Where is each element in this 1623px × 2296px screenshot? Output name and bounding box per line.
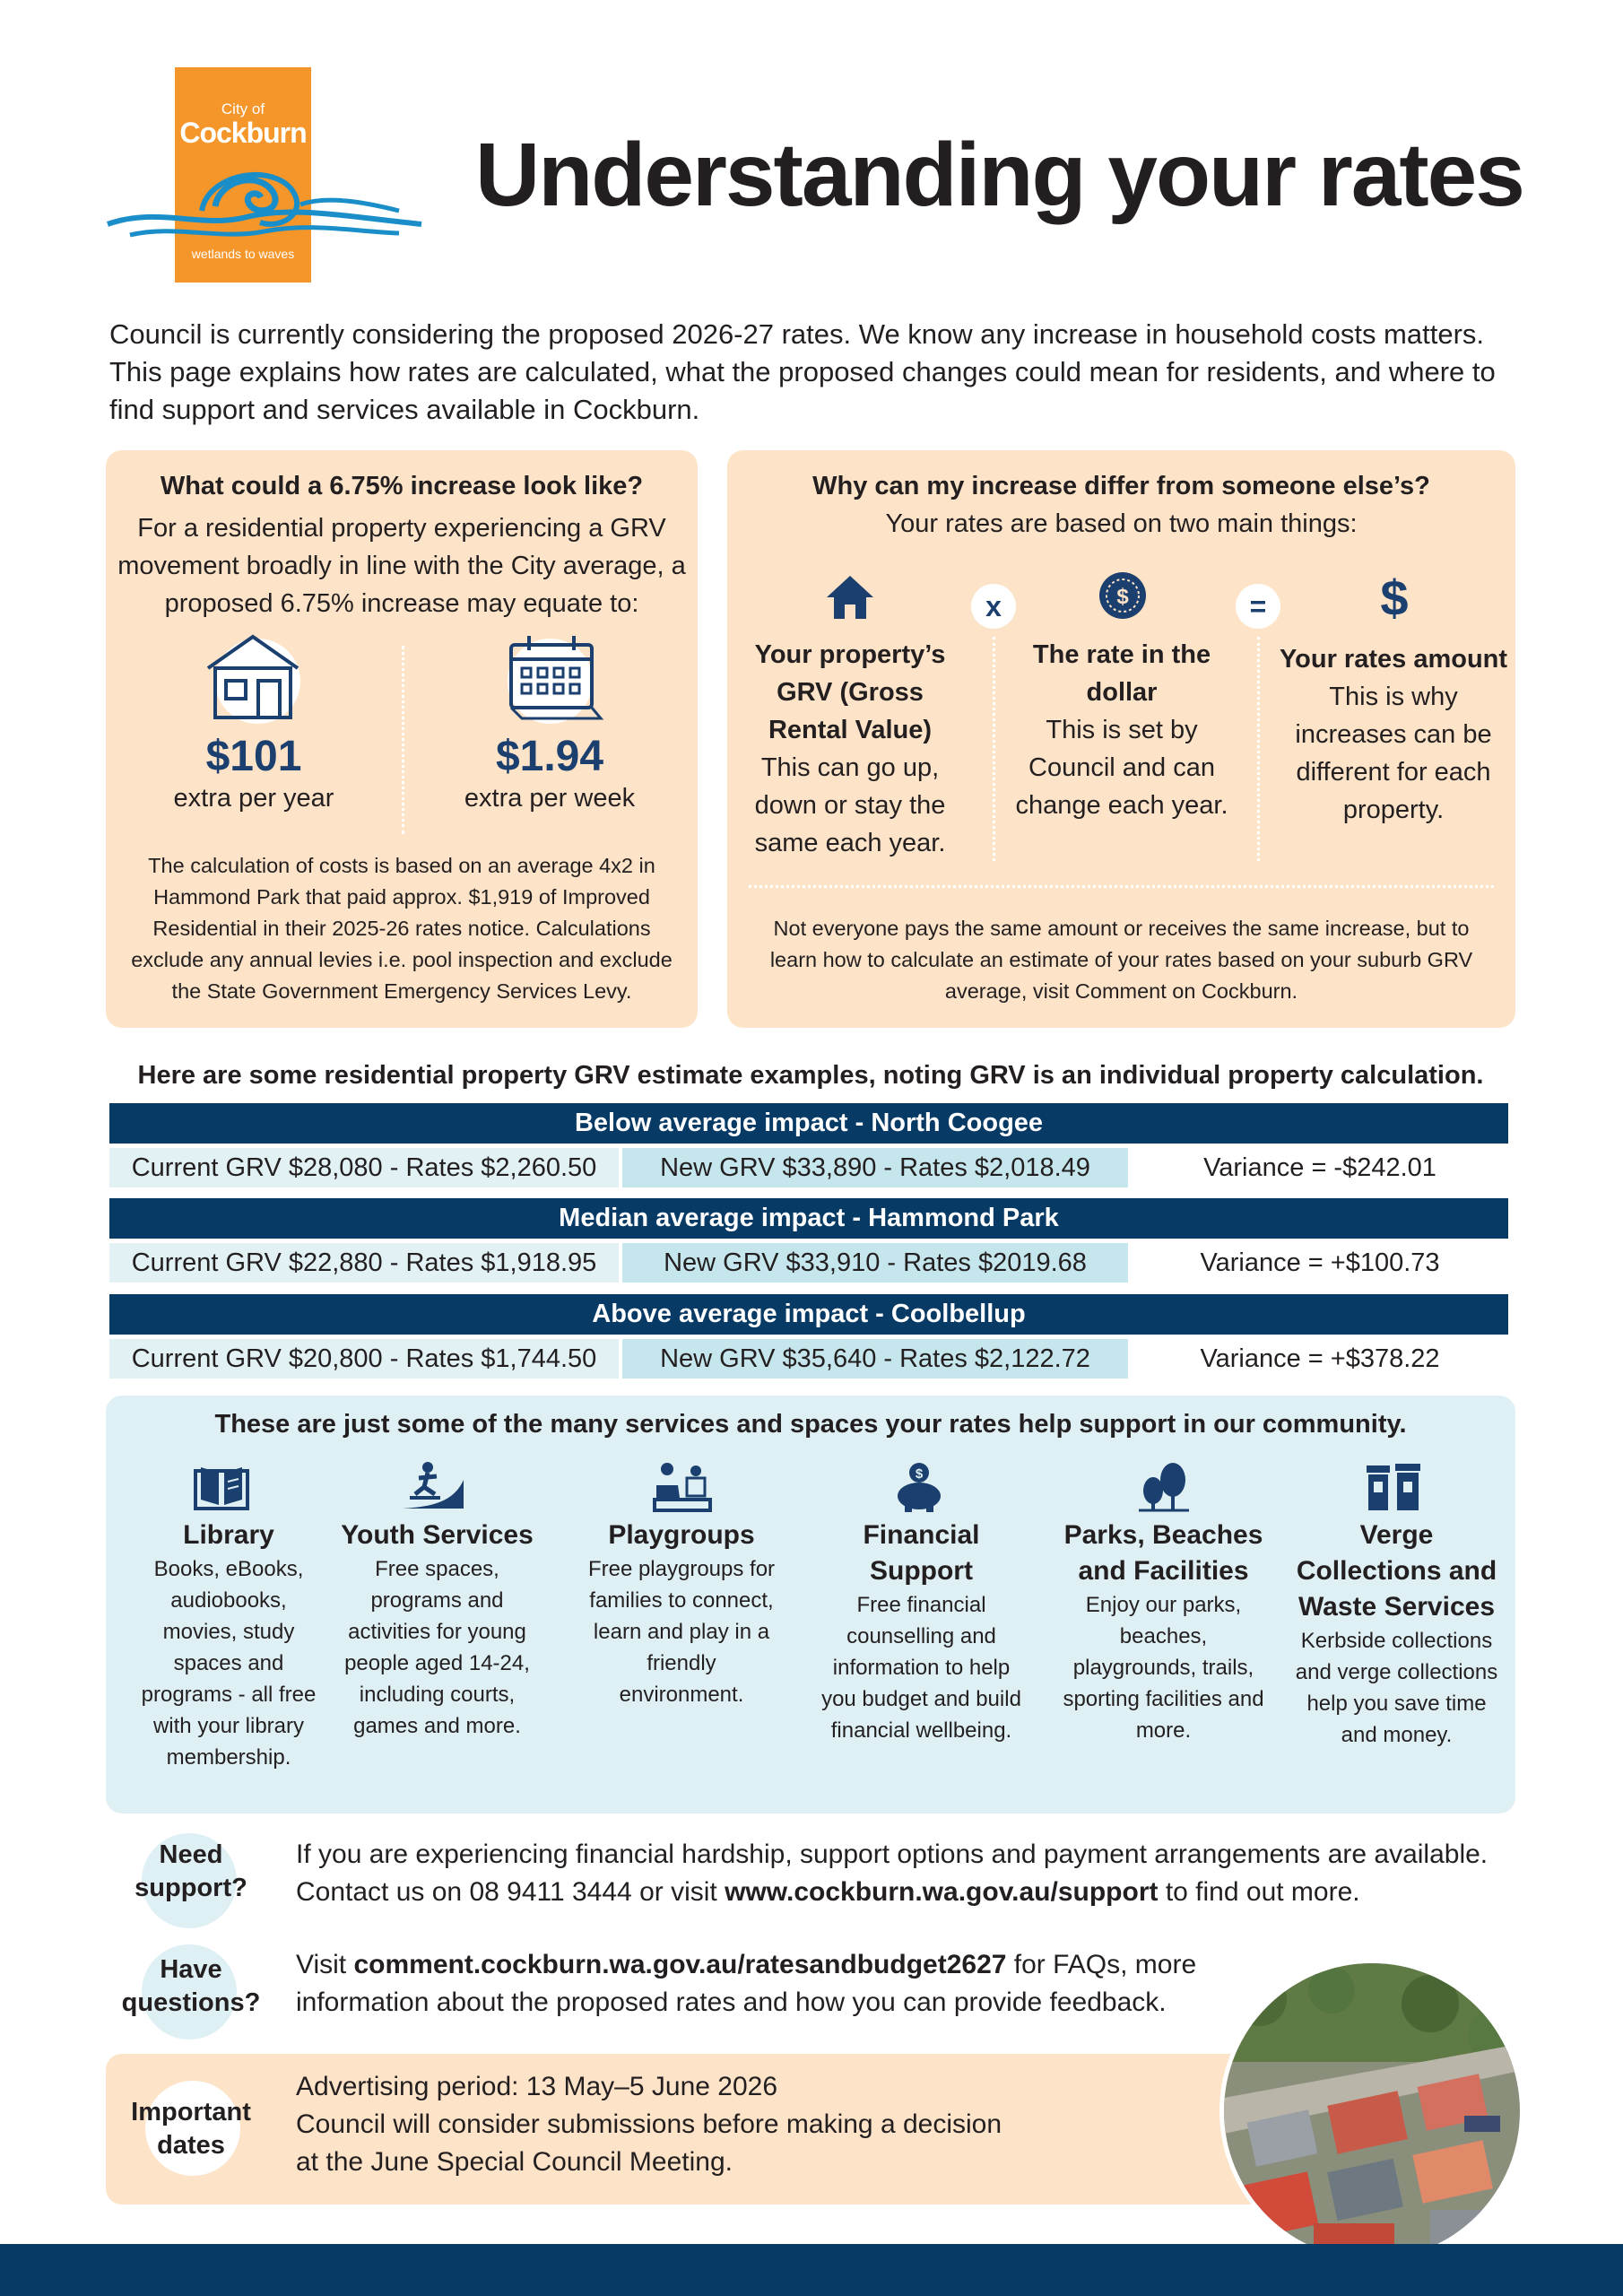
differ-footnote: Not everyone pays the same amount or receives the same increase, but to learn how to calculate an estimate of your rates based on your suburb GRV average, visit Comment on Cockburn. <box>769 917 1473 1003</box>
service-desc: Kerbside collections and verge collections help you save time and money. <box>1295 1629 1498 1747</box>
divider <box>993 637 995 861</box>
divider <box>1257 637 1260 861</box>
service-desc: Free spaces, programs and activities for young people aged 14-24, including courts, games and more. <box>344 1557 530 1738</box>
new-grv-cell: New GRV $35,640 - Rates $2,122.72 <box>622 1339 1128 1378</box>
band-north-coogee: Below average impact - North Coogee <box>109 1103 1508 1144</box>
increase-footnote: The calculation of costs is based on an average 4x2 in Hammond Park that paid approx. $1,919 of Improved Residential in their 2025-26 rates notice. Calculations exclude any annual levies i.e. pool inspection and exclude the State Government Emergency Services Levy. <box>131 854 673 1003</box>
multiply-symbol: x <box>971 584 1016 629</box>
svg-text:$: $ <box>915 1466 924 1482</box>
service-youth <box>336 1518 538 1742</box>
piggy-bank-icon <box>892 1462 948 1512</box>
service-title: Library <box>183 1520 274 1550</box>
aerial-photo <box>1219 1959 1524 2264</box>
per-year-value: $101 <box>205 733 302 780</box>
svg-text:$: $ <box>1380 570 1409 622</box>
calendar-icon <box>502 632 610 722</box>
questions-text <box>296 1946 1228 2022</box>
dates-line1: Advertising period: 13 May–5 June 2026 <box>296 2072 778 2101</box>
service-title: Parks, Beaches and Facilities <box>1063 1520 1263 1586</box>
rate-title: The rate in the dollar <box>1032 640 1211 707</box>
logo-line1: City of <box>221 100 265 117</box>
differ-subheading: Your rates are based on two main things: <box>885 509 1358 538</box>
logo-tagline: wetlands to waves <box>191 247 295 261</box>
band-hammond-park: Median average impact - Hammond Park <box>109 1198 1508 1239</box>
amount-title: Your rates amount <box>1279 645 1508 674</box>
variance-cell: Variance = +$378.22 <box>1200 1344 1440 1373</box>
band-coolbellup: Above average impact - Coolbellup <box>109 1294 1508 1335</box>
service-desc: Free financial counselling and information to help you budget and build financial wellbeing. <box>821 1593 1021 1743</box>
service-financial <box>816 1518 1027 1746</box>
skate-ramp-icon <box>401 1462 465 1510</box>
grv-examples-heading: Here are some residential property GRV estimate examples, noting GRV is an individual property calculation. <box>137 1061 1484 1090</box>
grv-text: This can go up, down or stay the same each year. <box>754 753 946 857</box>
new-grv-cell: New GRV $33,890 - Rates $2,018.49 <box>622 1148 1128 1187</box>
book-icon <box>194 1464 249 1510</box>
questions-line2: information about the proposed rates and how you can provide feedback. <box>296 1987 1167 2017</box>
divider <box>749 885 1494 888</box>
bins-icon <box>1365 1462 1422 1512</box>
differ-heading: Why can my increase differ from someone else’s? <box>812 472 1430 500</box>
service-desc: Enjoy our parks, beaches, playgrounds, trails, sporting facilities and more. <box>1063 1593 1264 1743</box>
support-label: Need support? <box>135 1840 247 1902</box>
grv-column <box>733 636 967 862</box>
amount-column <box>1278 640 1509 829</box>
equals-symbol: = <box>1236 584 1280 629</box>
current-grv-cell: Current GRV $22,880 - Rates $1,918.95 <box>109 1243 619 1283</box>
service-parks <box>1058 1518 1269 1746</box>
support-line1: If you are experiencing financial hardship, support options and payment arrangements are available. <box>296 1839 1488 1869</box>
variance-cell: Variance = -$242.01 <box>1203 1153 1436 1182</box>
service-playgroups <box>587 1518 776 1710</box>
questions-line1-post: for FAQs, more <box>1006 1950 1197 1979</box>
page-title: Understanding your rates <box>475 125 1523 225</box>
house-icon <box>825 574 875 621</box>
service-desc: Books, eBooks, audiobooks, movies, study spaces and programs - all free with your library membership. <box>141 1557 317 1770</box>
support-line2-pre: Contact us on 08 9411 3444 or visit <box>296 1877 725 1907</box>
service-title: Youth Services <box>341 1520 534 1550</box>
current-grv-cell: Current GRV $28,080 - Rates $2,260.50 <box>109 1148 619 1187</box>
svg-text:$: $ <box>1116 585 1129 609</box>
suburb-aerial-image <box>1224 1963 1520 2259</box>
service-desc: Free playgroups for families to connect, learn and play in a friendly environment. <box>587 1557 776 1707</box>
per-year-label: extra per year <box>173 784 334 813</box>
questions-label: Have questions? <box>121 1955 261 2017</box>
playgroup-icon <box>653 1462 712 1512</box>
coin-icon <box>1098 570 1148 621</box>
service-title: Verge Collections and Waste Services <box>1296 1520 1497 1622</box>
footer-bar <box>0 2244 1623 2296</box>
current-grv-cell: Current GRV $20,800 - Rates $1,744.50 <box>109 1339 619 1378</box>
house-icon <box>199 632 307 722</box>
service-library <box>139 1518 318 1773</box>
support-text <box>296 1836 1524 1911</box>
per-week-label: extra per week <box>464 784 636 813</box>
per-week-value: $1.94 <box>495 733 604 780</box>
wave-logo-icon <box>103 161 426 242</box>
dates-text <box>296 2068 1193 2181</box>
support-line2-post: to find out more. <box>1158 1877 1360 1907</box>
services-heading: These are just some of the many services and spaces your rates help support in our community. <box>214 1410 1407 1439</box>
service-waste <box>1287 1518 1506 1751</box>
increase-heading: What could a 6.75% increase look like? <box>160 472 644 500</box>
dates-label: Important dates <box>131 2098 251 2160</box>
divider <box>402 646 404 834</box>
grv-title: Your property’s GRV (Gross Rental Value) <box>754 640 946 744</box>
service-title: Playgroups <box>608 1520 755 1550</box>
dates-line3: at the June Special Council Meeting. <box>296 2147 733 2177</box>
amount-text: This is why increases can be different for each property. <box>1295 683 1492 824</box>
dollar-icon <box>1372 570 1417 622</box>
rate-text: This is set by Council and can change each year. <box>1015 716 1228 820</box>
new-grv-cell: New GRV $33,910 - Rates $2019.68 <box>622 1243 1128 1283</box>
rate-column <box>1007 636 1237 824</box>
questions-line1-pre: Visit <box>296 1950 354 1979</box>
support-link[interactable]: www.cockburn.wa.gov.au/support <box>725 1877 1159 1907</box>
questions-link[interactable]: comment.cockburn.wa.gov.au/ratesandbudget2627 <box>353 1950 1007 1979</box>
intro-paragraph: Council is currently considering the proposed 2026-27 rates. We know any increase in household costs matters. This page explains how rates are calculated, what the proposed changes could mean for residents, and where to find support and services available in Cockburn. <box>109 318 1496 425</box>
logo-line2: Cockburn <box>179 117 307 149</box>
trees-icon <box>1137 1462 1191 1512</box>
variance-cell: Variance = +$100.73 <box>1200 1248 1440 1277</box>
dates-line2: Council will consider submissions before making a decision <box>296 2109 1002 2139</box>
increase-text: For a residential property experiencing a GRV movement broadly in line with the City average, a proposed 6.75% increase may equate to: <box>117 514 686 618</box>
service-title: Financial Support <box>863 1520 980 1586</box>
